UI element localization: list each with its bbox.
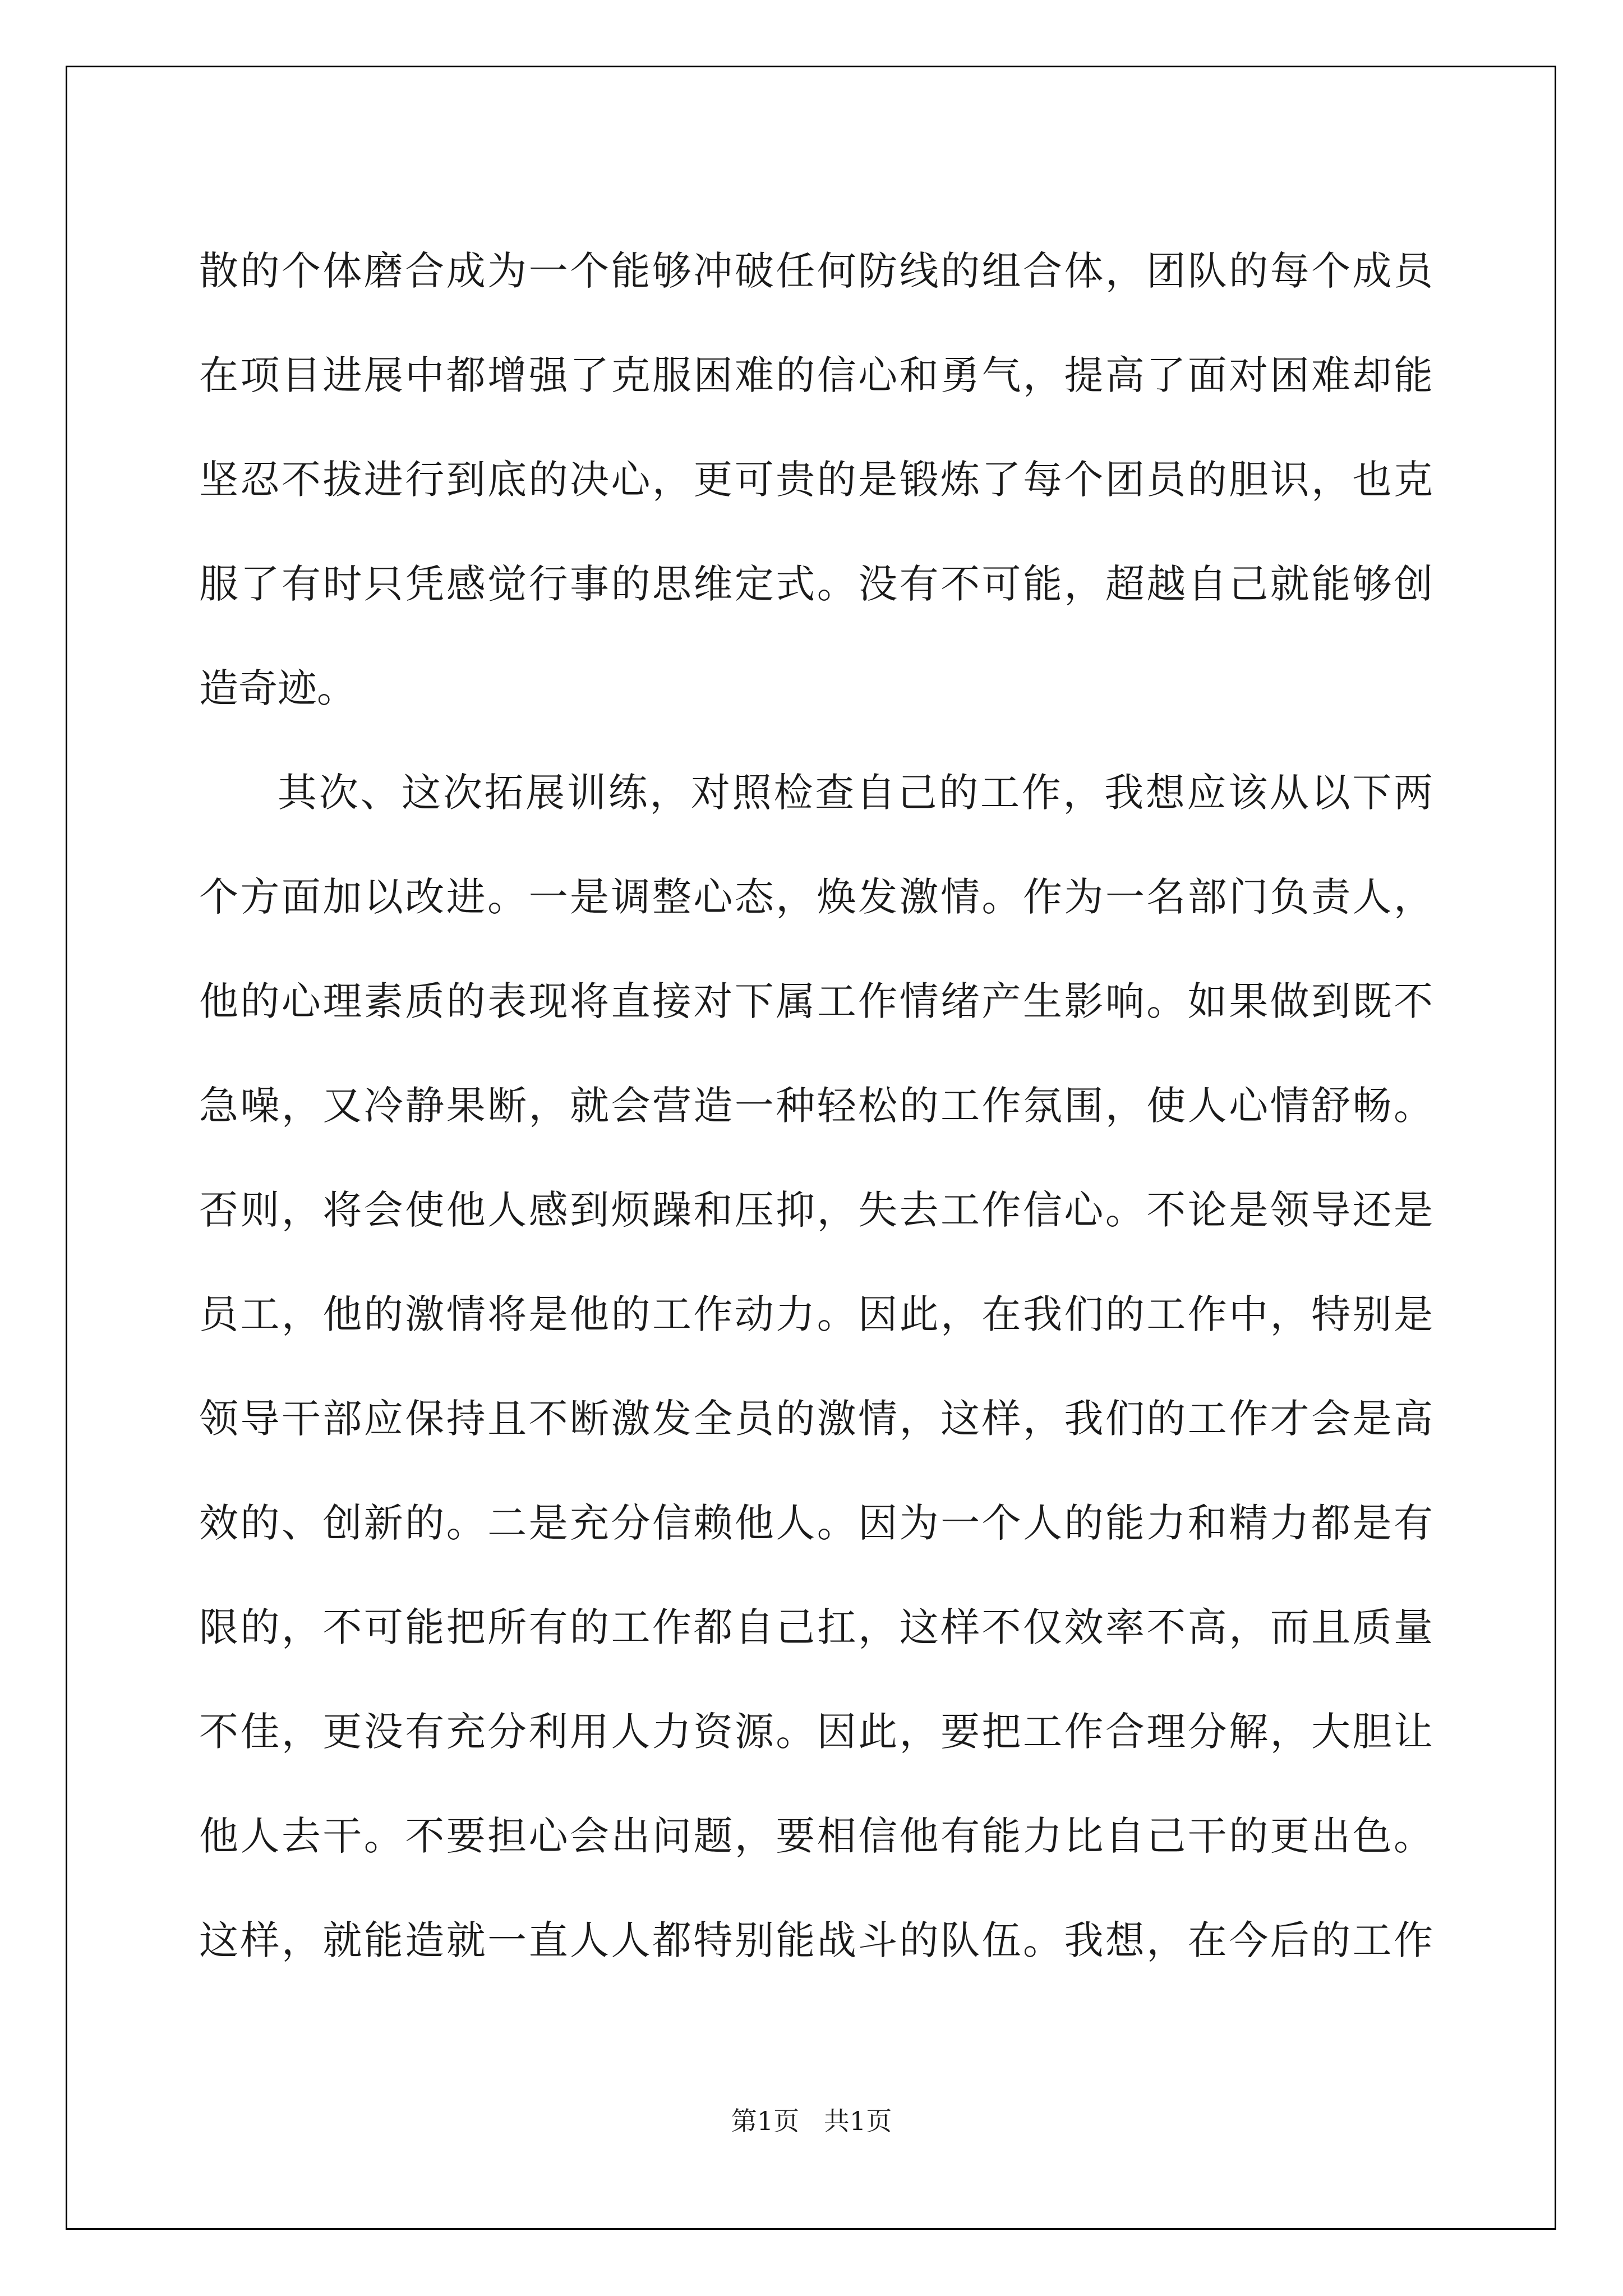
text-line-4: 服了有时只凭感觉行事的思维定式。没有不可能，超越自己就能够创 — [199, 561, 1433, 607]
page-footer: 第1页 共1页 — [731, 2106, 892, 2136]
text-line-12: 领导干部应保持且不断激发全员的激情，这样，我们的工作才会是高 — [199, 1396, 1433, 1442]
document-body — [199, 219, 1433, 1993]
text-line-14: 限的，不可能把所有的工作都自己扛，这样不仅效率不高，而且质量 — [199, 1604, 1433, 1650]
text-line-16: 他人去干。不要担心会出问题，要相信他有能力比自己干的更出色。 — [199, 1813, 1433, 1859]
text-line-5: 造奇迹。 — [199, 665, 356, 711]
text-line-7: 个方面加以改进。一是调整心态，焕发激情。作为一名部门负责人， — [199, 874, 1433, 920]
text-line-1: 散的个体磨合成为一个能够冲破任何防线的组合体，团队的每个成员 — [199, 248, 1433, 294]
text-line-17: 这样，就能造就一直人人都特别能战斗的队伍。我想，在今后的工作 — [199, 1917, 1433, 1963]
text-line-2: 在项目进展中都增强了克服困难的信心和勇气，提高了面对困难却能 — [199, 352, 1433, 398]
text-line-10: 否则，将会使他人感到烦躁和压抑，失去工作信心。不论是领导还是 — [199, 1187, 1433, 1233]
text-line-8: 他的心理素质的表现将直接对下属工作情绪产生影响。如果做到既不 — [199, 978, 1433, 1024]
text-line-3: 坚忍不拔进行到底的决心，更可贵的是锻炼了每个团员的胆识，也克 — [199, 457, 1433, 503]
text-line-13: 效的、创新的。二是充分信赖他人。因为一个人的能力和精力都是有 — [199, 1500, 1433, 1546]
text-line-9: 急噪，又冷静果断，就会营造一种轻松的工作氛围，使人心情舒畅。 — [199, 1083, 1433, 1129]
text-line-6: 其次、这次拓展训练，对照检查自己的工作，我想应该从以下两 — [278, 770, 1433, 816]
text-line-11: 员工，他的激情将是他的工作动力。因此，在我们的工作中，特别是 — [199, 1291, 1433, 1337]
text-line-15: 不佳，更没有充分利用人力资源。因此，要把工作合理分解，大胆让 — [199, 1709, 1433, 1755]
